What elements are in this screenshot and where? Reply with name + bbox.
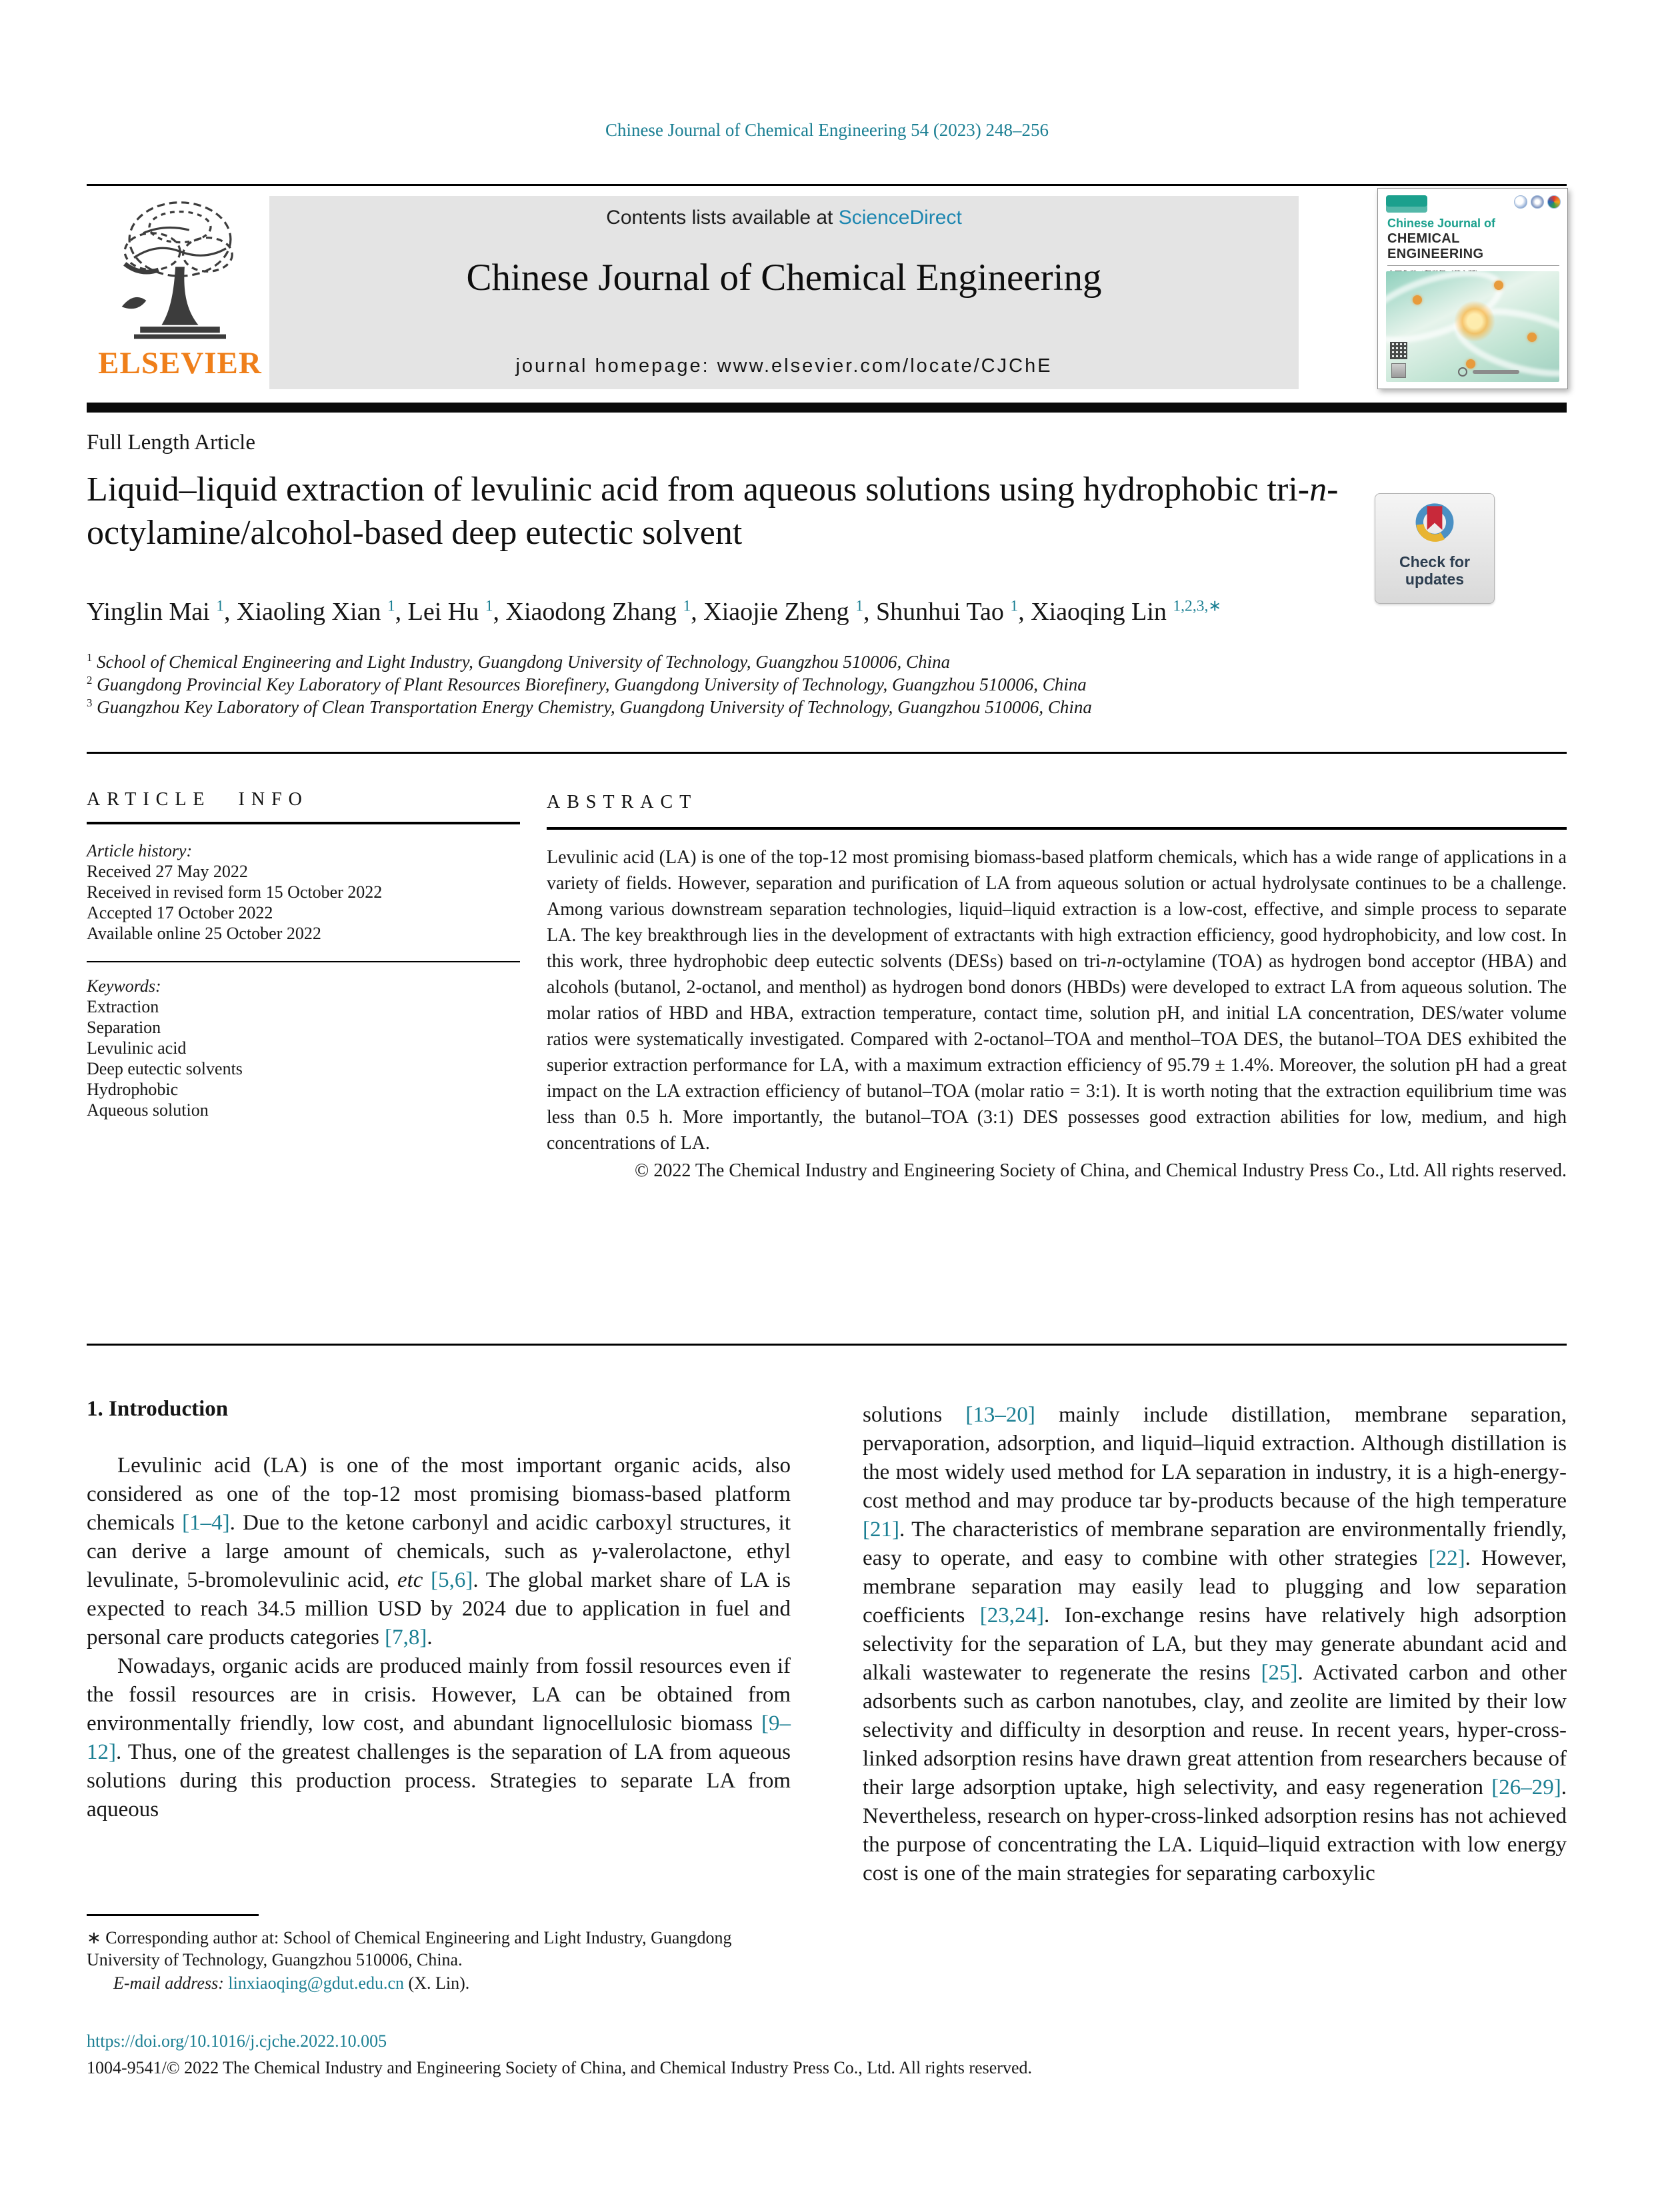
doi-link[interactable]: https://doi.org/10.1016/j.cjche.2022.10.005 — [87, 2031, 387, 2051]
intro-left-column — [87, 1452, 791, 1824]
footnote-text: ∗ Corresponding author at: School of Chemical Engineering and Light Industry, Guangdong University of Technology, Guangzhou 510006, China. — [87, 1928, 732, 1969]
running-head-citation: Chinese Journal of Chemical Engineering 54 (2023) 248–256 — [605, 120, 1049, 140]
abstract-column — [547, 789, 1567, 1184]
affiliation: $^2$ Guangdong Provincial Key Laboratory of Plant Resources Biorefinery, Guangdong University of Technology, Guangzhou 510006, China — [87, 674, 1087, 694]
cover-molecule-ring — [1454, 301, 1495, 342]
article-type-label: Full Length Article — [87, 431, 255, 455]
keyword: Extraction — [87, 997, 159, 1016]
body-paragraph: Nowadays, organic acids are produced mainly from fossil resources even if the fossil resources are in crisis. However, LA can be obtained from environmentally friendly, low cost, and abundant lignocellulosic biomass [9–12]. Thus, one of the greatest challenges is the separation of LA from aqueous solutions during this production process. Strategies to separate LA from aqueous — [87, 1654, 791, 1821]
section-heading-introduction: 1. Introduction — [87, 1397, 229, 1421]
cover-elsevier-mark — [1391, 363, 1406, 378]
section-rule — [87, 822, 520, 824]
keywords-list — [87, 996, 520, 1120]
section-rule — [547, 827, 1567, 830]
cover-title-line2: CHEMICAL ENGINEERING — [1387, 231, 1559, 266]
abstract-text: Levulinic acid (LA) is one of the top-12 most promising biomass-based platform chemicals, which has a wide range of applications in a variety of fields. However, separation and purification of LA from aqueous solution or actual hydrolysate continues to be a challenge. Among various downstream separation technologies, liquid–liquid extraction is a low-cost, effective, and simple process to separate LA. The key breakthrough lies in the development of extractants with high extraction efficiency, good hydrophobicity, and low cost. In this work, three hydrophobic deep eutectic solvents (DESs) based on tri-n-octylamine (TOA) as hydrogen bond acceptor (HBA) and alcohols (butanol, 2-octanol, and menthol) as hydrogen bond donors (HBDs) were developed to extract LA from aqueous solution. The molar ratios of HBD and HBA, extraction temperature, contact time, solution pH, and initial LA concentration, DES/water volume ratios were systematically investigated. Compared with 2-octanol–TOA and menthol–TOA DES, the butanol–TOA DES exhibited the superior extraction performance for LA, with a maximum extraction efficiency of 95.79 ± 1.4%. Moreover, the solution pH had a great impact on the LA extraction efficiency of butanol–TOA (molar ratio = 3:1). It is worth noting that the extraction equilibrium time was less than 0.5 h. More importantly, the butanol–TOA (3:1) DES possesses good extraction abilities for low, medium, and high concentrations of LA. — [547, 847, 1567, 1154]
citation-link[interactable]: [22] — [1428, 1546, 1465, 1570]
affiliation-list — [87, 650, 1487, 718]
email-link[interactable]: linxiaoqing@gdut.edu.cn — [228, 1973, 405, 1993]
affiliation: $^1$ School of Chemical Engineering and Light Industry, Guangdong University of Technology, Guangzhou 510006, China — [87, 651, 951, 672]
history-entry: Available online 25 October 2022 — [87, 924, 321, 943]
history-entry: Received 27 May 2022 — [87, 862, 248, 881]
citation-link[interactable]: [5,6] — [431, 1568, 473, 1592]
history-entry: Accepted 17 October 2022 — [87, 903, 273, 922]
cover-footer-logos — [1458, 367, 1519, 377]
cover-title-line1: Chinese Journal of — [1387, 217, 1496, 230]
citation-link[interactable]: [13–20] — [965, 1403, 1035, 1427]
society-logo-icon — [1531, 195, 1544, 209]
body-divider — [87, 1344, 1567, 1346]
footnote-rule — [87, 1914, 259, 1916]
cover-society-logos — [1514, 195, 1561, 209]
crossmark-icon — [1409, 501, 1461, 549]
citation-link[interactable]: [23,24] — [979, 1604, 1044, 1628]
keyword: Aqueous solution — [87, 1100, 209, 1120]
keyword: Hydrophobic — [87, 1080, 179, 1099]
contents-line-text: Contents lists available at — [606, 207, 839, 229]
citation-link[interactable]: [25] — [1261, 1661, 1298, 1685]
article-info-column — [87, 789, 520, 1120]
affiliation: $^3$ Guangzhou Key Laboratory of Clean Transportation Energy Chemistry, Guangdong University of Technology, Guangzhou 510006, China — [87, 696, 1092, 717]
citation-link[interactable]: [1–4] — [182, 1511, 230, 1535]
masthead-bottom-bar — [87, 403, 1567, 413]
elsevier-wordmark: ELSEVIER — [98, 346, 262, 381]
keyword: Levulinic acid — [87, 1038, 187, 1058]
article-info-heading: ARTICLE INFO — [87, 789, 309, 810]
section-rule — [87, 961, 520, 962]
check-for-updates-label: Check for updates — [1399, 553, 1471, 588]
cover-issn-pill — [1386, 195, 1427, 213]
cover-qr-code — [1390, 342, 1407, 359]
citation-link[interactable]: [26–29] — [1491, 1775, 1561, 1799]
publisher-logo-icon — [1547, 195, 1561, 209]
citation-link[interactable]: [21] — [863, 1518, 899, 1542]
citation-link[interactable]: [9–12] — [87, 1711, 791, 1764]
elsevier-logo — [87, 196, 273, 389]
body-paragraph: Levulinic acid (LA) is one of the most important organic acids, also considered as one of the top-12 most promising biomass-based platform chemicals [1–4]. Due to the ketone carbonyl and acidic carboxyl structures, it can derive a large amount of chemicals, such as γ-valerolactone, ethyl levulinate, 5-bromolevulinic acid, etc [5,6]. The global market share of LA is expected to reach 34.5 million USD by 2024 due to application in fuel and personal care products categories [7,8]. — [87, 1454, 791, 1650]
intro-right-column — [863, 1401, 1567, 1888]
issn-copyright-line: 1004-9541/© 2022 The Chemical Industry and Engineering Society of China, and Chemical Industry Press Co., Ltd. All rights reserved. — [87, 2058, 1032, 2077]
history-entry: Received in revised form 15 October 2022 — [87, 882, 383, 902]
article-history-label: Article history: — [87, 841, 193, 860]
masthead-banner — [269, 196, 1299, 389]
footnote-email: E-mail address: linxiaoqing@gdut.edu.cn (X. Lin). — [113, 1973, 470, 1993]
corresponding-author-footnote — [87, 1914, 793, 1994]
keywords-label: Keywords: — [87, 976, 161, 996]
journal-title: Chinese Journal of Chemical Engineering — [466, 257, 1102, 299]
journal-homepage-link[interactable]: journal homepage: www.elsevier.com/locate/CJChE — [515, 355, 1053, 377]
keyword: Separation — [87, 1018, 161, 1037]
check-for-updates-badge[interactable] — [1375, 493, 1495, 604]
header-divider — [87, 752, 1567, 754]
top-divider — [87, 184, 1567, 186]
keyword: Deep eutectic solvents — [87, 1059, 243, 1078]
abstract-copyright: © 2022 The Chemical Industry and Engineering Society of China, and Chemical Industry Press Co., Ltd. All rights reserved. — [635, 1160, 1567, 1181]
author-list: Yinglin Mai $^1$, Xiaoling Xian $^1$, Lei Hu $^1$, Xiaodong Zhang $^1$, Xiaojie Zheng $^1$, Shunhui Tao $^1$, Xiaoqing Lin $^{1,2,3,∗}$ — [87, 597, 1222, 626]
body-paragraph: solutions [13–20] mainly include distillation, membrane separation, pervaporation, adsorption, and liquid–liquid extraction. Although distillation is the most widely used method for LA separation in industry, it is a high-energy-cost method and may produce tar by-products because of the high temperature [21]. The characteristics of membrane separation are environmentally friendly, easy to operate, and easy to combine with other strategies [22]. However, membrane separation may easily lead to plugging and low separation coefficients [23,24]. Ion-exchange resins have relatively high adsorption selectivity for the separation of LA, but they may generate abundant acid and alkali wastewater to regenerate the resins [25]. Activated carbon and other adsorbents such as carbon nanotubes, clay, and zeolite are limited by their low selectivity and difficulty in desorption and reuse. In recent years, hyper-cross-linked adsorption resins have drawn great attention from researchers because of their large adsorption uptake, high selectivity, and easy regeneration [26–29]. Nevertheless, research on hyper-cross-linked adsorption resins has not achieved the purpose of concentrating the LA. Liquid–liquid extraction with low energy cost is one of the main strategies for separating carboxylic — [863, 1403, 1567, 1885]
contents-line — [269, 196, 1299, 229]
elsevier-tree-icon — [103, 196, 257, 344]
cover-artwork — [1386, 271, 1559, 382]
abstract-heading: ABSTRACT — [547, 792, 698, 812]
society-logo-icon — [1514, 195, 1527, 209]
sciencedirect-link[interactable]: ScienceDirect — [838, 207, 962, 229]
journal-cover-thumbnail — [1377, 188, 1568, 389]
citation-link[interactable]: [7,8] — [385, 1626, 427, 1650]
journal-cover — [1382, 193, 1563, 385]
article-title: Liquid–liquid extraction of levulinic acid from aqueous solutions using hydrophobic tri-n-octylamine/alcohol-based deep eutectic solvent — [87, 471, 1339, 552]
article-history-list — [87, 861, 520, 944]
